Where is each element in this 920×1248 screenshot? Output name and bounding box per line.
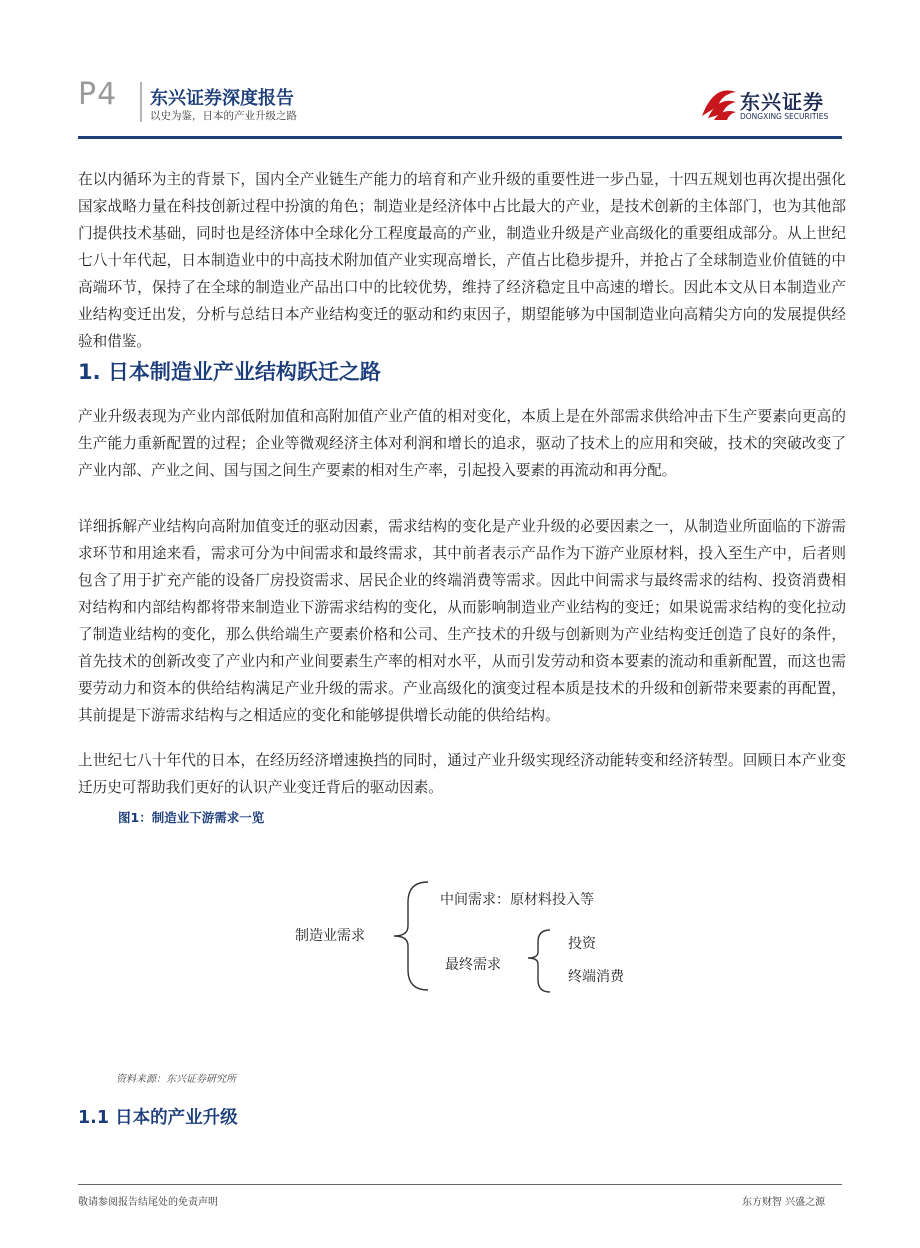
footer-rule (78, 1184, 842, 1185)
logo-name-en: DONGXING SECURITIES (740, 112, 829, 121)
paragraph-intro: 在以内循环为主的背景下，国内全产业链生产能力的培育和产业升级的重要性进一步凸显，十四五规划也再次提出强化国家战略力量在科技创新过程中扮演的角色；制造业是经济体中占比最大的产业，是技术创新的主体部门，也为其他部门提供技术基础，同时也是经济体中全球化分工程度最高的产业，制造业升级是产业高级化的重要组成部分。从上世纪七八十年代起，日本制造业中的中高技术附加值产业实现高增长，产值占比稳步提升，并抢占了全球制造业价值链的中高端环节，保持了在全球的制造业产品出口中的比较优势，维持了经济稳定且中高速的增长。因此本文从日本制造业产业结构变迁出发，分析与总结日本产业结构变迁的驱动和约束因子，期望能够为中国制造业向高精尖方向的发展提供经验和借鉴。 (78, 171, 846, 350)
main-brace (394, 882, 428, 990)
diagram-node-consumption: 终端消费 (568, 969, 624, 985)
diagram-node-final: 最终需求 (445, 957, 501, 973)
report-subtitle: 以史为鉴，日本的产业升级之路 (150, 110, 297, 122)
footer-disclaimer: 敬请参阅报告结尾处的免责声明 (78, 1197, 218, 1208)
footer-slogan: 东方财智 兴盛之源 (742, 1197, 826, 1208)
figure-title: 图1：制造业下游需求一览 (118, 810, 265, 825)
figure-source: 资料来源：东兴证券研究所 (116, 1074, 236, 1085)
sub-brace (528, 930, 550, 992)
page-number: P4 (78, 77, 118, 112)
diagram-node-root: 制造业需求 (295, 928, 365, 944)
paragraph-upgrade-definition: 产业升级表现为产业内部低附加值和高附加值产业产值的相对变化，本质上是在外部需求供给冲击下生产要素向更高的生产能力重新配置的过程；企业等微观经济主体对利润和增长的追求，驱动了技术上的应用和突破，技术的突破改变了产业内部、产业之间、国与国之间生产要素的相对生产率，引起投入要素的再流动和再分配。 (78, 408, 846, 479)
header-rule (78, 136, 842, 139)
diagram-node-intermediate: 中间需求：原材料投入等 (440, 892, 594, 908)
report-title: 东兴证券深度报告 (150, 88, 294, 109)
header-divider (140, 82, 142, 122)
diagram-node-investment: 投资 (568, 936, 596, 952)
paragraph-japan-context: 上世纪七八十年代的日本，在经历经济增速换挡的同时，通过产业升级实现经济动能转变和经济转型。回顾日本产业变迁历史可帮助我们更好的认识产业变迁背后的驱动因素。 (78, 752, 846, 796)
section-heading-1-1: 1.1 日本的产业升级 (78, 1108, 238, 1128)
paragraph-driving-factors: 详细拆解产业结构向高附加值变迁的驱动因素，需求结构的变化是产业升级的必要因素之一，从制造业所面临的下游需求环节和用途来看，需求可分为中间需求和最终需求，其中前者表示产品作为下游产业原材料，投入至生产中，后者则包含了用于扩充产能的设备厂房投资需求、居民企业的终端消费等需求。因此中间需求与最终需求的结构、投资消费相对结构和内部结构都将带来制造业下游需求结构的变化，从而影响制造业产业结构的变迁；如果说需求结构的变化拉动了制造业结构的变化，那么供给端生产要素价格和公司、生产技术的升级与创新则为产业结构变迁创造了良好的条件，首先技术的创新改变了产业内和产业间要素生产率的相对水平，从而引发劳动和资本要素的流动和重新配置，而这也需要劳动力和资本的供给结构满足产业升级的需求。产业高级化的演变过程本质是技术的升级和创新带来要素的再配置，其前提是下游需求结构与之相适应的变化和能够提供增长动能的供给结构。 (78, 518, 846, 724)
logo-name-cn: 东兴证券 (740, 90, 824, 114)
section-heading-1: 1. 日本制造业产业结构跃迁之路 (78, 360, 381, 384)
